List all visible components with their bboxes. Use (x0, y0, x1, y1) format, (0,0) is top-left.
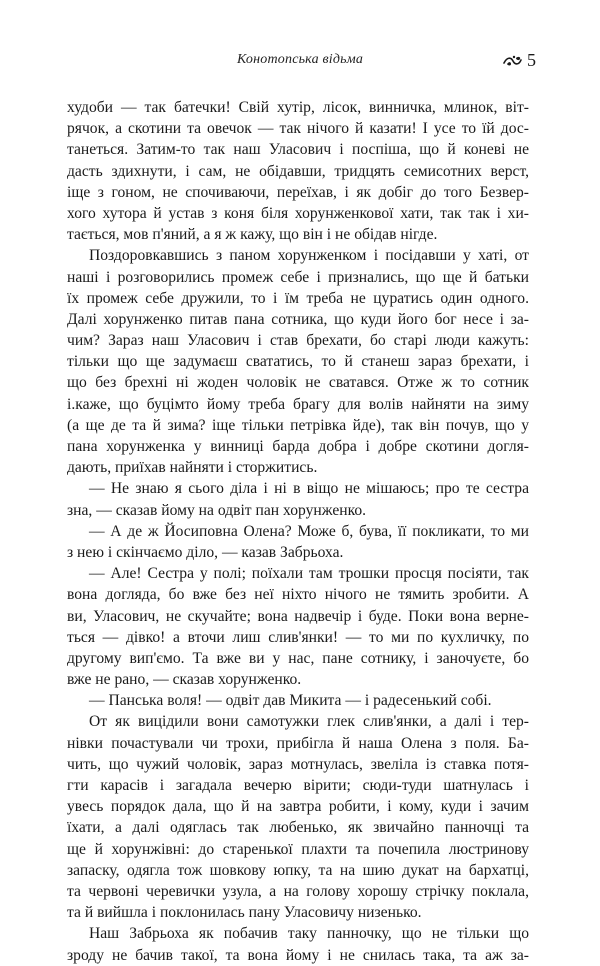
text-line: їх промеж себе дружили, то і їм треба не цуратись один одного. (67, 289, 529, 307)
text-line: ще й хорунжівні: до старенької плахти та почепила люстринову (67, 840, 529, 858)
text-line: що без брехні ні жоден чоловік не сватався. Отже ж то сотник (67, 374, 529, 392)
text-line: другому вип'ємо. Та вже ви у нас, пане сотнику, і заночуєте, бо (67, 649, 529, 667)
text-line: тається, мов п'яний, а я ж кажу, що він і не обідав нігде. (67, 226, 438, 244)
text-line: — Але! Сестра у полі; поїхали там трошки просця посіяти, так (89, 565, 529, 583)
text-line: їхати, а далі одяглась так любенько, як звичайно панночці та (67, 819, 529, 837)
fleuron-ornament-icon (503, 54, 523, 68)
running-header (0, 50, 600, 74)
text-line: худоби — так батечки! Свій хутір, лісок, винничка, млинок, віт- (67, 99, 529, 116)
text-line: пана хорунженка у винниці барда добра і добре скотини догля- (67, 438, 529, 455)
page-number-group (503, 50, 536, 71)
text-line: дасть здихнути, і сам, не обідавши, тридцять семисотних верст, (67, 162, 529, 180)
text-line: іще з гоном, не спочиваючи, переїхав, і як добіг до того Безвер- (67, 183, 529, 201)
text-line: Наш Забрьоха як побачив таку панночку, що не тільки що (89, 925, 529, 943)
text-line: Поздоровкавшись з паном хорунженком і посідавши у хаті, от (89, 247, 529, 265)
text-line: тільки що ще задумаєш свататись, то й станеш зараз брехати, і (67, 353, 529, 371)
text-line: хого хутора й устав з коня біля хорунженкової хати, так так і хи- (67, 204, 529, 222)
text-line: та червоні черевички узула, а на голову хорошу стрічку поклала, (67, 882, 529, 900)
running-title: Конотопська відьма (236, 52, 364, 67)
text-line: і.каже, що буцімто йому треба брагу для волів найняти на зиму (67, 395, 529, 413)
text-line: вона догляда, бо вже без неї ніхто нічого не тямить зробити. А (67, 586, 529, 604)
text-line: з нею і скінчаємо діло, — казав Забрьоха. (67, 543, 344, 561)
text-line: нівки почастували чи трохи, прибігла й наша Олена з поля. Ба- (67, 734, 529, 752)
text-line: — Не знаю я сього діла і ні в віщо не мішаюсь; про те сестра (89, 480, 529, 498)
page-number: 5 (527, 50, 536, 70)
text-line: запаску, одягла тож шовкову юпку, та на шию дукат на бархатці, (67, 861, 529, 879)
text-line: зроду не бачив такої, та вона йому і не снилась така, та аж за- (67, 946, 529, 964)
text-line: вже не рано, — сказав хорунженко. (67, 671, 302, 689)
text-line: дають, приїхав найняти і сторжитись. (67, 459, 318, 477)
text-line: От як вицідили вони самотужки глек слив'янки, а далі і тер- (89, 713, 529, 731)
text-line: — Панська воля! — одвіт дав Микита — і радесенький собі. (89, 692, 492, 710)
text-line: — А де ж Йосиповна Олена? Може б, бува, її покликати, то ми (89, 522, 529, 540)
text-line: та й вийшла і поклонилась пану Уласовичу низенько. (67, 904, 422, 922)
text-line: ви, Уласович, не скучайте; вона надвечір і буде. Поки вона верне- (67, 607, 529, 625)
text-line: увесь порядок дала, що й на завтра робити, і кому, куди і зачим (67, 798, 529, 816)
text-line: ться — дівко! а вточи лиш слив'янки! — то ми по кухличку, по (67, 628, 529, 646)
text-line: чим? Зараз наш Уласович і став брехати, бо старі люди кажуть: (67, 332, 529, 350)
text-line: наші і розговорились промеж себе і признались, що ще й батьки (67, 268, 529, 286)
text-line: чить, що чужий чоловік, зараз мотнулась, звеліла із ставка потя- (67, 755, 529, 773)
text-line: (а ще де та й зима? іще тільки петрівка йде), так він почув, що у (67, 416, 529, 434)
text-line: зна, — сказав йому на одвіт пан хорунженко. (67, 501, 367, 519)
text-line: гти карасів і загадала вечерю вірити; сюди-туди шатнулась і (67, 777, 529, 794)
text-line: рячок, а скотини та овечок — так нічого й казати! І усе то їй дос- (67, 120, 529, 138)
body-text (67, 97, 529, 966)
text-line: Далі хорунженко питав пана сотника, що куди його бог несе і за- (67, 310, 529, 328)
text-line: танеться. Затим-то так наш Уласович і поспіша, що й коневі не (67, 141, 529, 159)
